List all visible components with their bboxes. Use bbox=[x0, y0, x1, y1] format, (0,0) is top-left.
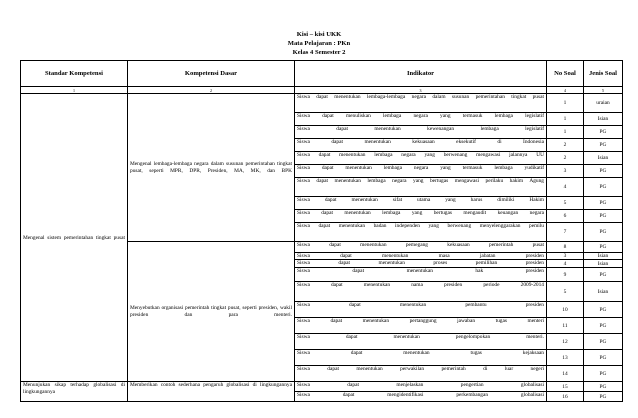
no-soal-cell: 4 bbox=[547, 178, 584, 197]
indikator-cell: Siswa dapat menentukan badan independen yang berwenang menyelenggarakan pemilu bbox=[295, 223, 547, 242]
indikator-cell: Siswa dapat menjelaskan pengertian globalisasi bbox=[295, 382, 547, 392]
no-soal-cell: 1 bbox=[547, 126, 584, 139]
indikator-cell: Siswa dapat menentukan kewenangan lembaga legislatif bbox=[295, 126, 547, 139]
table-row bbox=[21, 94, 623, 113]
jenis-soal-cell: PG bbox=[584, 334, 623, 350]
no-soal-cell: 1 bbox=[547, 113, 584, 126]
no-soal-cell: 11 bbox=[547, 318, 584, 334]
no-soal-cell: 8 bbox=[547, 242, 584, 253]
no-soal-cell: 3 bbox=[547, 253, 584, 260]
indikator-cell: Siswa dapat menentukan pemegang kekuasaan pemerintah pusat bbox=[295, 242, 547, 253]
no-soal-cell: 6 bbox=[547, 210, 584, 223]
col-header-kd: Kompetensi Dasar bbox=[128, 61, 295, 87]
no-soal-cell: 2 bbox=[547, 139, 584, 152]
jenis-soal-cell: PG bbox=[584, 366, 623, 382]
indikator-cell: Siswa dapat menuliskan lembaga negara yang termasuk lembaga legislatif bbox=[295, 113, 547, 126]
indikator-cell: Siswa dapat menentukan pertanggung jawaban tugas menteri bbox=[295, 318, 547, 334]
indikator-cell: Siswa dapat menentukan sifat utama yang harus dimiliki Hakim bbox=[295, 197, 547, 210]
column-number: 3 bbox=[295, 87, 547, 94]
jenis-soal-cell: PG bbox=[584, 126, 623, 139]
no-soal-cell: 14 bbox=[547, 366, 584, 382]
indikator-cell: Siswa dapat menentukan hak presiden bbox=[295, 268, 547, 282]
jenis-soal-cell: PG bbox=[584, 268, 623, 282]
table-header-row bbox=[21, 61, 623, 87]
jenis-soal-cell: PG bbox=[584, 178, 623, 197]
col-header-indikator: Indikator bbox=[295, 61, 547, 87]
kisi-table bbox=[20, 60, 623, 402]
indikator-cell: Siswa dapat menentukan perwakilan pemerintah di luar negeri bbox=[295, 366, 547, 382]
no-soal-cell: 2 bbox=[547, 152, 584, 165]
indikator-cell: Siswa dapat mengidentifikasi perkembangan globalisasi bbox=[295, 392, 547, 402]
document-header bbox=[0, 30, 638, 57]
no-soal-cell: 5 bbox=[547, 282, 584, 302]
standar-kompetensi-cell: Mengenal sistem pemerintahan tingkat pusat bbox=[21, 94, 128, 382]
column-number-row bbox=[21, 87, 623, 94]
no-soal-cell: 10 bbox=[547, 302, 584, 318]
jenis-soal-cell: PG bbox=[584, 350, 623, 366]
jenis-soal-cell: PG bbox=[584, 223, 623, 242]
col-header-sk: Standar Kompetensi bbox=[21, 61, 128, 87]
no-soal-cell: 5 bbox=[547, 197, 584, 210]
no-soal-cell: 4 bbox=[547, 260, 584, 268]
jenis-soal-cell: PG bbox=[584, 197, 623, 210]
kompetensi-dasar-cell: Memberikan contoh sederhana pengaruh globalisasi di lingkungannya bbox=[128, 382, 295, 402]
indikator-cell: Siswa dapat menentukan pembantu presiden bbox=[295, 302, 547, 318]
column-number: 2 bbox=[128, 87, 295, 94]
jenis-soal-cell: PG bbox=[584, 392, 623, 402]
no-soal-cell: 16 bbox=[547, 392, 584, 402]
indikator-cell: Siswa dapat menentukan lembaga negara yang termasuk lembaga yudikatif bbox=[295, 165, 547, 178]
indikator-cell: Siswa dapat menentukan lembaga-lembaga negara dalam susunan pemerintahan tingkat pusat bbox=[295, 94, 547, 113]
column-number: 4 bbox=[547, 87, 584, 94]
no-soal-cell: 1 bbox=[547, 94, 584, 113]
indikator-cell: Siswa dapat menentukan nama presiden periode 2009-2014 bbox=[295, 282, 547, 302]
jenis-soal-cell: PG bbox=[584, 210, 623, 223]
no-soal-cell: 7 bbox=[547, 223, 584, 242]
col-header-no-soal: No Soal bbox=[547, 61, 584, 87]
doc-subject: Mata Pelajaran : PKn bbox=[287, 40, 351, 47]
jenis-soal-cell: Isian bbox=[584, 113, 623, 126]
jenis-soal-cell: Isian bbox=[584, 152, 623, 165]
indikator-cell: Siswa dapat menentukan lembaga yang bertugas mengaudit keuangan negara bbox=[295, 210, 547, 223]
no-soal-cell: 3 bbox=[547, 165, 584, 178]
doc-class: Kelas 4 Semester 2 bbox=[292, 49, 346, 56]
kompetensi-dasar-cell: Menyebutkan organisasi pemerintah tingkat pusat, seperti presiden, wakil presiden dan para menteri. bbox=[128, 242, 295, 382]
no-soal-cell: 15 bbox=[547, 382, 584, 392]
indikator-cell: Siswa dapat menentukan proses pemilihan presiden bbox=[295, 260, 547, 268]
jenis-soal-cell: Isian bbox=[584, 253, 623, 260]
jenis-soal-cell: Isian bbox=[584, 282, 623, 302]
no-soal-cell: 9 bbox=[547, 268, 584, 282]
jenis-soal-cell: Isian bbox=[584, 260, 623, 268]
no-soal-cell: 12 bbox=[547, 334, 584, 350]
col-header-jenis-soal: Jenis Soal bbox=[584, 61, 623, 87]
jenis-soal-cell: PG bbox=[584, 382, 623, 392]
jenis-soal-cell: PG bbox=[584, 165, 623, 178]
column-number: 1 bbox=[21, 87, 128, 94]
column-number: 5 bbox=[584, 87, 623, 94]
kompetensi-dasar-cell: Mengenal lembaga-lembaga negara dalam susunan pemerintahan tingkat pusat, seperti MPR, DPR, Presiden, MA, MK, dan BPK bbox=[128, 94, 295, 242]
standar-kompetensi-cell: Menunjukan sikap terhadap globalisasi di lingkungannya bbox=[21, 382, 128, 402]
indikator-cell: Siswa dapat menentukan lembaga negara yang berwenang mengawasi jalannya UU bbox=[295, 152, 547, 165]
jenis-soal-cell: PG bbox=[584, 302, 623, 318]
indikator-cell: Siswa dapat menentukan masa jabatan presiden bbox=[295, 253, 547, 260]
doc-title: Kisi – kisi UKK bbox=[296, 31, 342, 38]
jenis-soal-cell: PG bbox=[584, 139, 623, 152]
jenis-soal-cell: PG bbox=[584, 242, 623, 253]
jenis-soal-cell: uraian bbox=[584, 94, 623, 113]
indikator-cell: Siswa dapat menentukan pengelompokan menteri. bbox=[295, 334, 547, 350]
indikator-cell: Siswa dapat menentukan kekuasaan eksekutif di Indonesia bbox=[295, 139, 547, 152]
indikator-cell: Siswa dapat menentukan tugas kejaksaan bbox=[295, 350, 547, 366]
indikator-cell: Siswa dapat menentukan lembaga negara yang bertugas mengawasi perilaku hakim Agung bbox=[295, 178, 547, 197]
table-row bbox=[21, 382, 623, 392]
no-soal-cell: 13 bbox=[547, 350, 584, 366]
jenis-soal-cell: PG bbox=[584, 318, 623, 334]
